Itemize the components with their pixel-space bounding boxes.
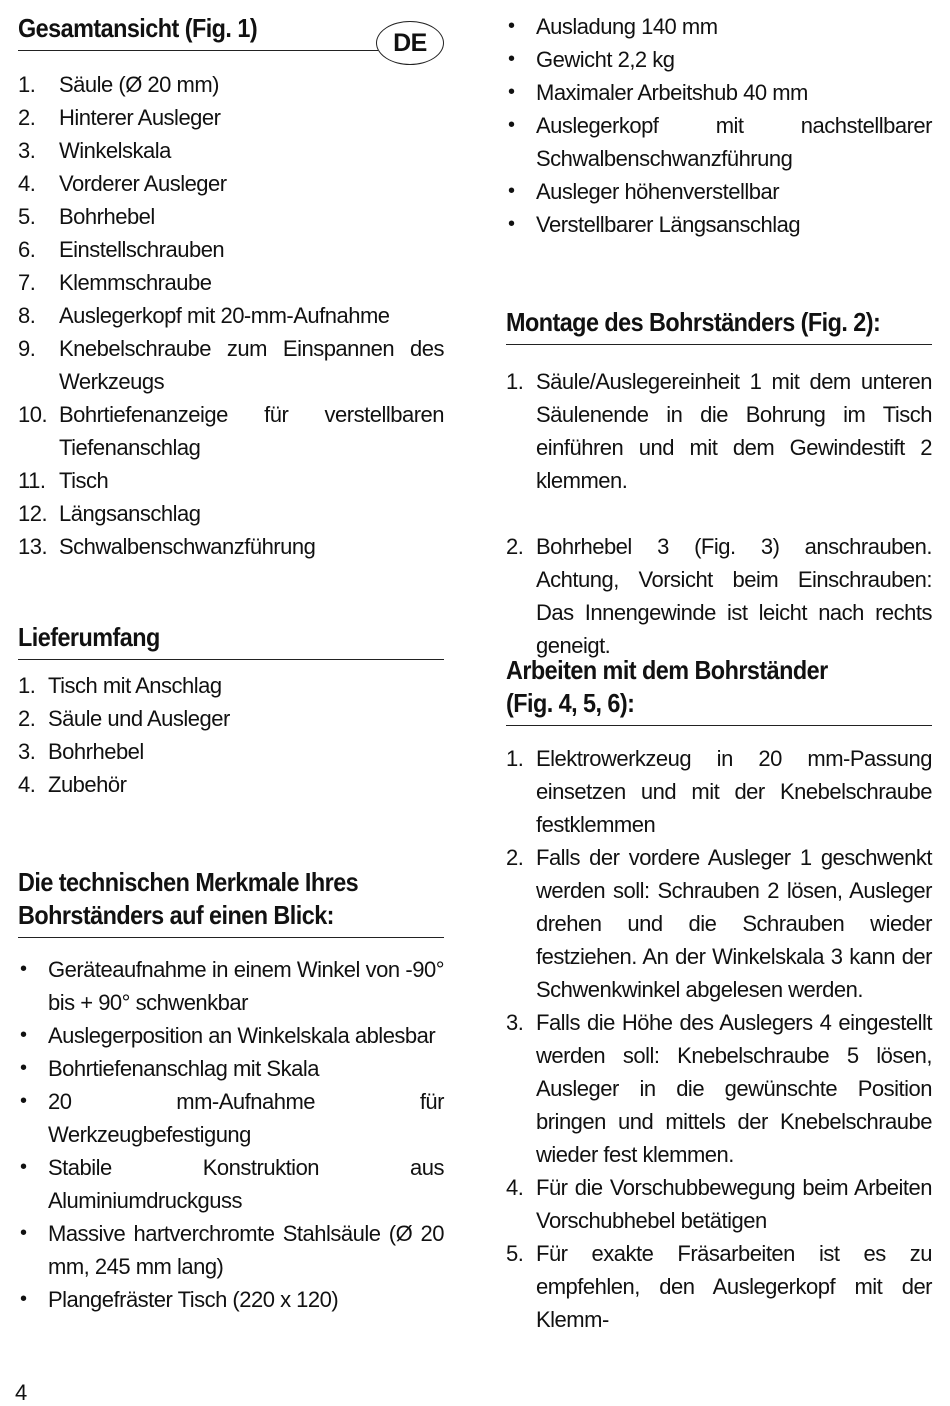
list-item: 2. Falls der vordere Ausleger 1 geschwenkt werden soll: Schrauben 2 lösen, Ausleger drehen und die Schrauben wieder festziehen. An der Winkelskala 3 kann der Schwenkwinkel abgelesen werden.	[506, 845, 932, 1002]
list-item: 4. Zubehör	[18, 772, 127, 797]
bullet-item: • Geräteaufnahme in einem Winkel von -90° bis + 90° schwenkbar	[20, 957, 444, 1015]
working-heading-line2: (Fig. 4, 5, 6):	[506, 688, 635, 718]
list-item: 10. Bohrtiefenanzeige für verstellbaren Tiefenanschlag	[18, 402, 444, 460]
bullet-item: • Gewicht 2,2 kg	[508, 47, 675, 72]
bullet-item: • Plangefräster Tisch (220 x 120)	[20, 1287, 339, 1312]
list-item: 4. Vorderer Ausleger	[18, 171, 227, 196]
list-item: 6. Einstellschrauben	[18, 237, 225, 262]
working-section	[506, 654, 932, 1336]
bullet-item: • Maximaler Arbeitshub 40 mm	[508, 80, 808, 105]
working-list	[506, 742, 932, 1336]
assembly-heading: Montage des Bohrständers (Fig. 2):	[506, 307, 881, 337]
assembly-section	[506, 306, 932, 662]
language-badge: DE	[376, 21, 444, 65]
bullet-item: • 20 mm-Aufnahme für Werkzeugbefestigung	[20, 1089, 444, 1147]
bullet-item: • Auslegerkopf mit nachstellbarer Schwalbenschwanzführung	[508, 113, 932, 171]
list-item: 2. Bohrhebel 3 (Fig. 3) anschrauben. Achtung, Vorsicht beim Einschrauben: Das Innengewinde ist leicht nach rechts geneigt.	[506, 534, 932, 658]
features-list-continued	[506, 10, 932, 241]
working-heading-line1: Arbeiten mit dem Bohrständer	[506, 655, 828, 685]
features-section	[18, 866, 444, 1316]
list-item: 4. Für die Vorschubbewegung beim Arbeiten Vorschubhebel betätigen	[506, 1175, 932, 1233]
bullet-item: • Auslegerposition an Winkelskala ablesbar	[20, 1023, 436, 1048]
bullet-item: • Massive hartverchromte Stahlsäule (Ø 20 mm, 245 mm lang)	[20, 1221, 444, 1279]
assembly-list	[506, 365, 932, 662]
list-item: 8. Auslegerkopf mit 20-mm-Aufnahme	[18, 303, 390, 328]
overview-section	[18, 12, 444, 563]
delivery-rule	[18, 659, 444, 660]
bullet-item: • Ausleger höhenverstellbar	[508, 179, 780, 204]
overview-list	[18, 68, 444, 563]
working-rule	[506, 725, 932, 726]
list-item: 9. Knebelschraube zum Einspannen des Werkzeugs	[18, 336, 444, 394]
overview-heading: Gesamtansicht (Fig. 1)	[18, 13, 258, 43]
list-item: 1. Säule/Auslegereinheit 1 mit dem unteren Säulenende in die Bohrung im Tisch einführen und mit dem Gewindestift 2 klemmen.	[506, 369, 932, 493]
list-item: 7. Klemmschraube	[18, 270, 212, 295]
bullet-item: • Bohrtiefenanschlag mit Skala	[20, 1056, 319, 1081]
features-continued	[506, 10, 932, 241]
bullet-item: • Ausladung 140 mm	[508, 14, 718, 39]
list-item: 1. Elektrowerkzeug in 20 mm-Passung einsetzen und mit der Knebelschraube festklemmen	[506, 746, 932, 837]
features-heading-line1: Die technischen Merkmale Ihres	[18, 867, 359, 897]
features-heading-line2: Bohrständers auf einen Blick:	[18, 900, 334, 930]
features-list	[18, 953, 444, 1316]
list-item: 3. Falls die Höhe des Auslegers 4 eingestellt werden soll: Knebelschraube 5 lösen, Ausleger in die gewünschte Position bringen und mittels der Knebelschraube wieder fest klemmen.	[506, 1010, 932, 1167]
list-item: 11. Tisch	[18, 468, 109, 493]
list-item: 1. Tisch mit Anschlag	[18, 673, 222, 698]
features-rule	[18, 937, 444, 938]
delivery-heading: Lieferumfang	[18, 622, 160, 652]
overview-rule	[18, 50, 378, 51]
list-item: 5. Für exakte Fräsarbeiten ist es zu empfehlen, den Auslegerkopf mit der Klemm-	[506, 1241, 932, 1332]
list-item: 13. Schwalbenschwanzführung	[18, 534, 316, 559]
assembly-rule	[506, 344, 932, 345]
list-item: 2. Säule und Ausleger	[18, 706, 230, 731]
delivery-list	[18, 669, 444, 801]
page-number: 4	[15, 1380, 28, 1405]
list-item: 12. Längsanschlag	[18, 501, 201, 526]
list-item: 1. Säule (Ø 20 mm)	[18, 72, 219, 97]
bullet-item: • Stabile Konstruktion aus Aluminiumdruckguss	[20, 1155, 444, 1213]
list-item: 5. Bohrhebel	[18, 204, 155, 229]
delivery-section	[18, 621, 444, 801]
list-item: 3. Winkelskala	[18, 138, 171, 163]
list-item: 2. Hinterer Ausleger	[18, 105, 221, 130]
bullet-item: • Verstellbarer Längsanschlag	[508, 212, 801, 237]
list-item: 3. Bohrhebel	[18, 739, 144, 764]
